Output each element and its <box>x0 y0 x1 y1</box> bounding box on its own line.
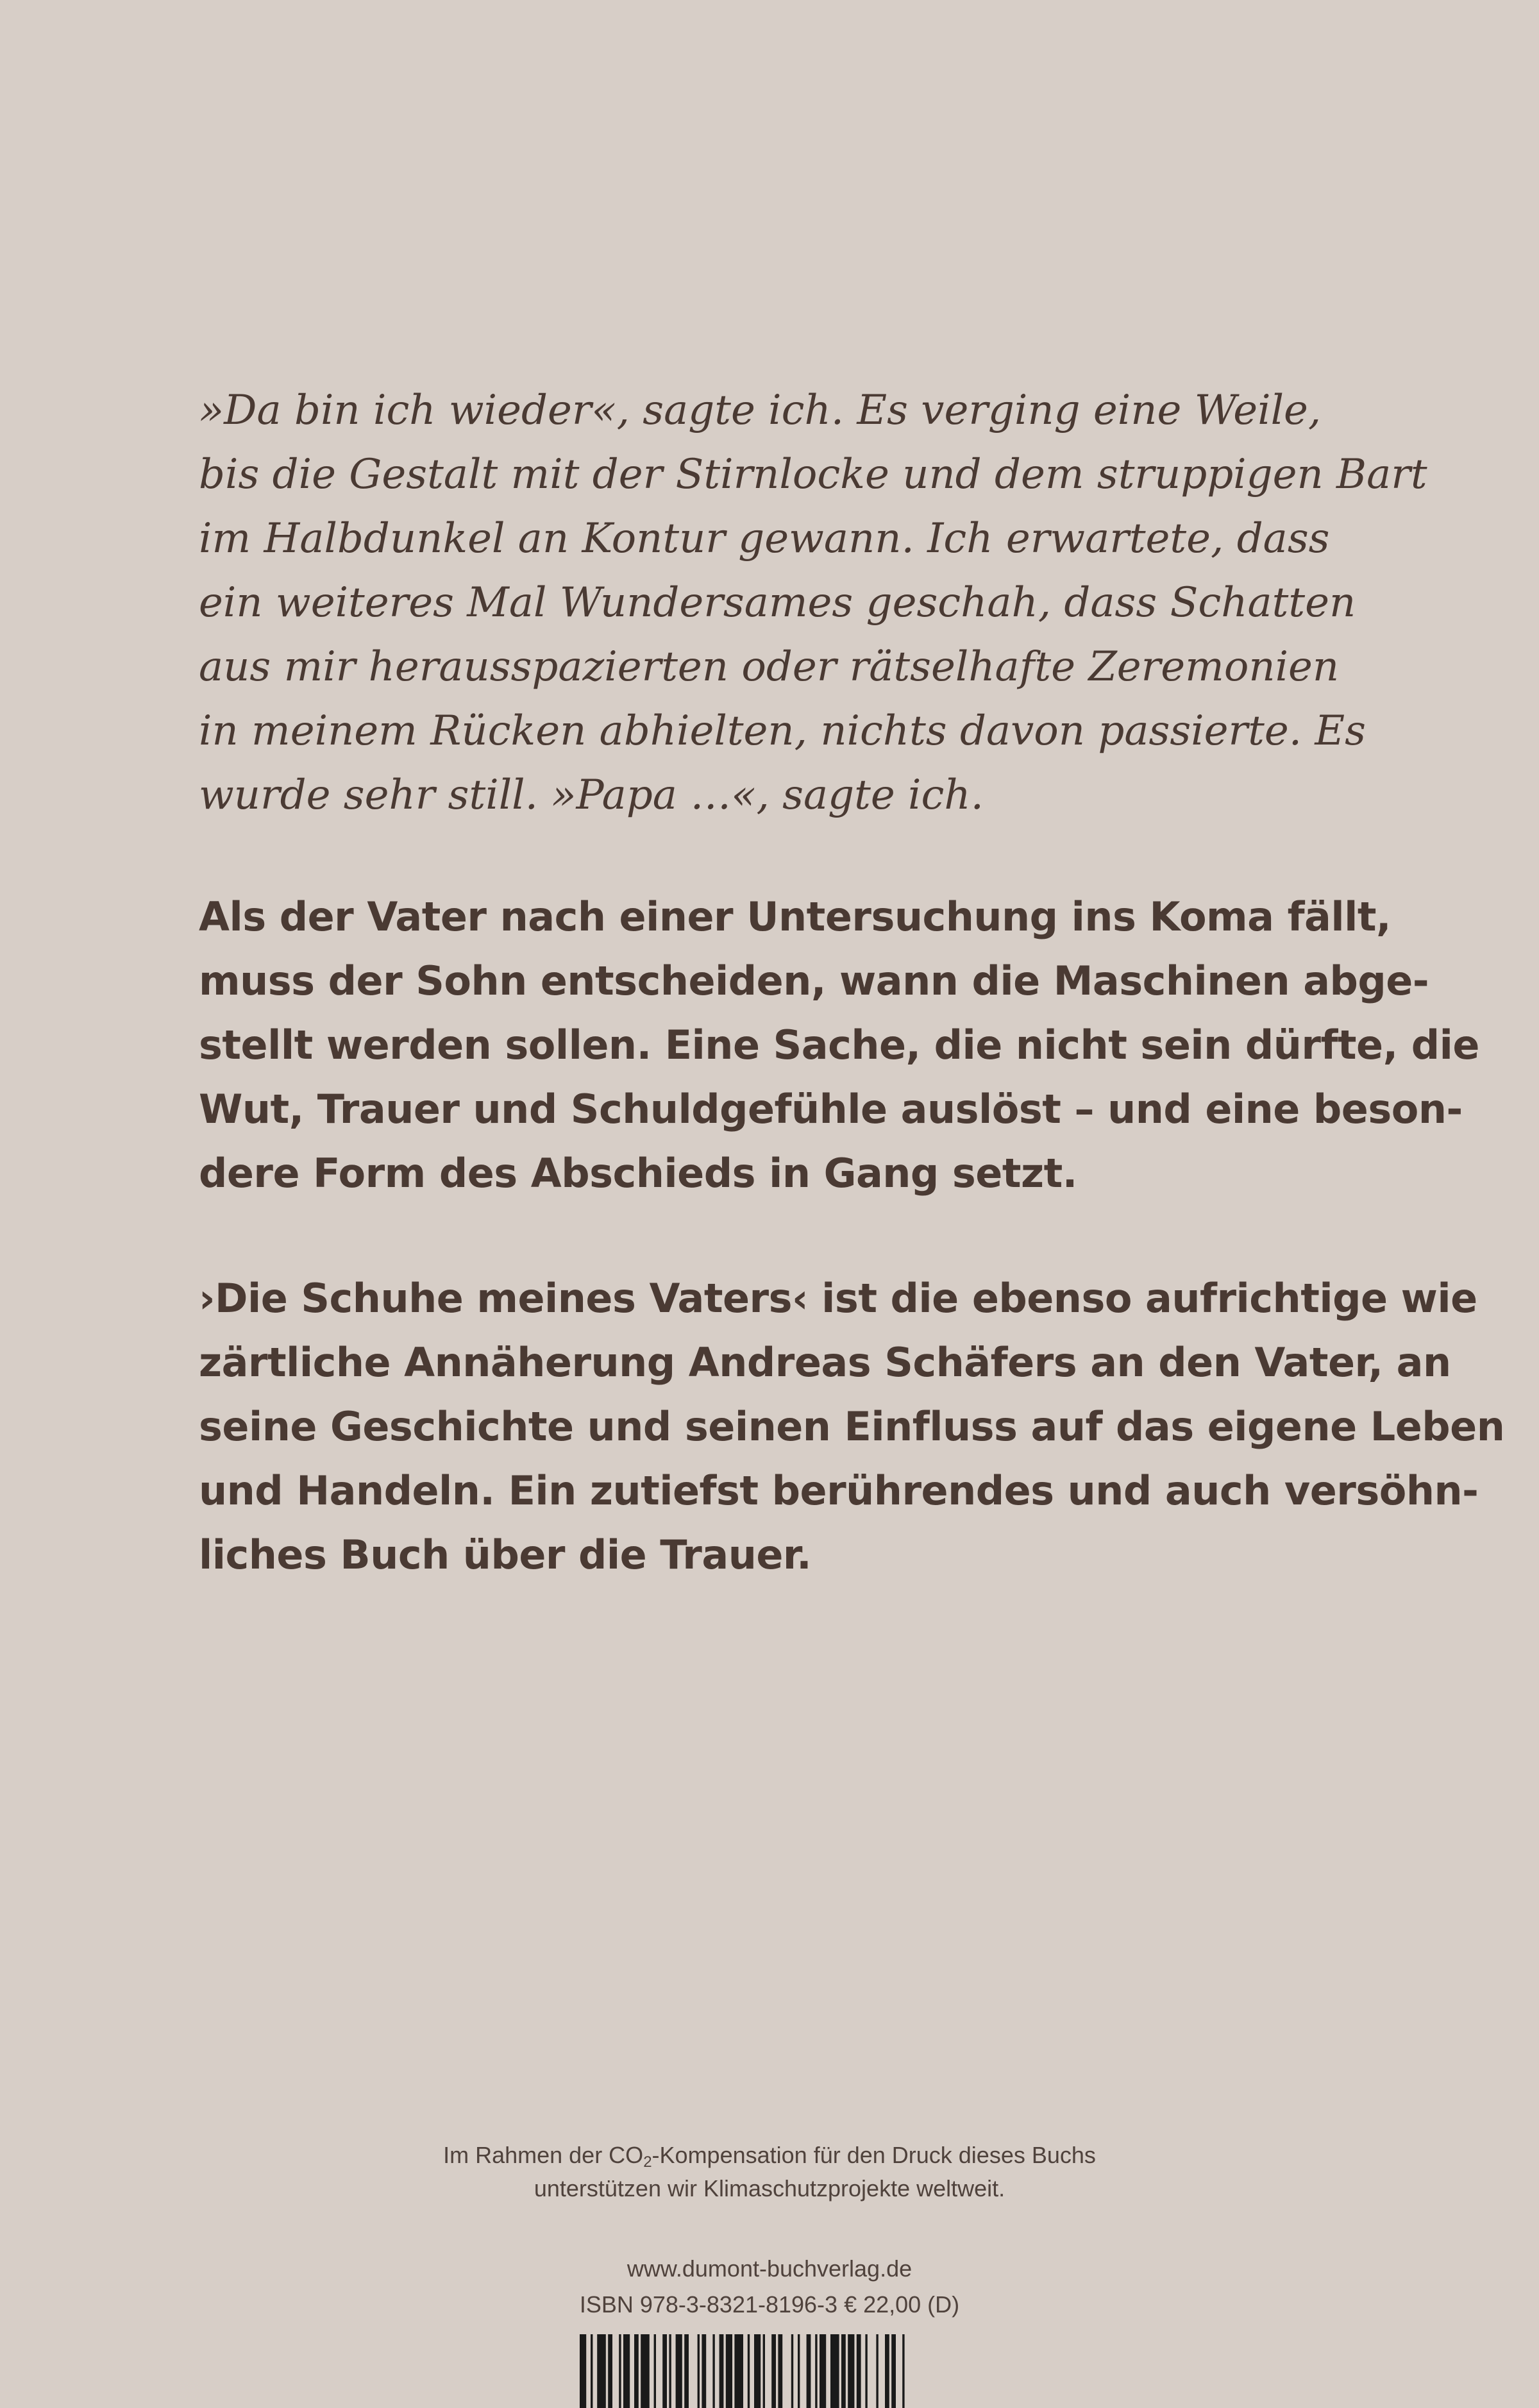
barcode-bar <box>830 2334 839 2408</box>
blurb-line: muss der Sohn entscheiden, wann die Maschinen abge- <box>199 957 1429 1004</box>
barcode-bar <box>791 2334 793 2408</box>
barcode-bar <box>891 2334 896 2408</box>
barcode-bar <box>798 2334 800 2408</box>
quote-line: bis die Gestalt mit der Stirnlocke und dem struppigen Bart <box>199 451 1427 498</box>
barcode-bar <box>654 2334 656 2408</box>
barcode-bar <box>865 2334 867 2408</box>
blurb-line: ›Die Schuhe meines Vaters‹ ist die ebenso aufrichtige wie <box>199 1275 1477 1322</box>
barcode-bar <box>848 2334 854 2408</box>
barcode-bar <box>754 2334 761 2408</box>
barcode-bar <box>591 2334 593 2408</box>
barcode-bar <box>771 2334 776 2408</box>
quote-line: im Halbdunkel an Kontur gewann. Ich erwartete, dass <box>199 515 1330 562</box>
quote-line: wurde sehr still. »Papa …«, sagte ich. <box>199 771 984 819</box>
barcode-bar <box>885 2334 889 2408</box>
barcode-bar <box>726 2334 732 2408</box>
barcode-bar <box>641 2334 650 2408</box>
blurb-line: Als der Vater nach einer Untersuchung ins Koma fällt, <box>199 893 1392 940</box>
blurb-line: stellt werden sollen. Eine Sache, die nicht sein dürfte, die <box>199 1022 1479 1068</box>
co2-note-suffix: -Kompensation für den Druck dieses Buchs <box>652 2142 1096 2168</box>
barcode-bar <box>807 2334 811 2408</box>
barcode-bar <box>597 2334 606 2408</box>
barcode-bar <box>623 2334 630 2408</box>
barcode-bar <box>698 2334 700 2408</box>
barcode-bar <box>608 2334 612 2408</box>
blurb-line: Wut, Trauer und Schuldgefühle auslöst – und eine beson- <box>199 1086 1463 1132</box>
blurb-line: dere Form des Abschieds in Gang setzt. <box>199 1150 1077 1197</box>
barcode-bar <box>820 2334 826 2408</box>
barcode-bar <box>702 2334 706 2408</box>
quote-line: »Da bin ich wieder«, sagte ich. Es verging eine Weile, <box>199 387 1322 434</box>
barcode-bar <box>634 2334 639 2408</box>
barcode-bar <box>662 2334 667 2408</box>
barcode-bar <box>619 2334 621 2408</box>
co2-note-line2: unterstützen wir Klimaschutzprojekte weltweit. <box>534 2175 1005 2202</box>
quote-line: in meinem Rücken abhielten, nichts davon passierte. Es <box>199 707 1366 755</box>
barcode-bar <box>841 2334 846 2408</box>
co2-subscript: 2 <box>643 2153 652 2171</box>
barcode-bar <box>684 2334 689 2408</box>
barcode-bar <box>876 2334 878 2408</box>
barcode-bar <box>734 2334 743 2408</box>
barcode-bar <box>857 2334 861 2408</box>
co2-note-prefix: Im Rahmen der CO <box>443 2142 644 2168</box>
barcode-bar <box>902 2334 904 2408</box>
barcode-bar <box>676 2334 682 2408</box>
barcode-bar <box>763 2334 765 2408</box>
quote-line: aus mir herausspazierten oder rätselhafte Zeremonien <box>199 643 1340 691</box>
publisher-website: www.dumont-buchverlag.de <box>627 2255 912 2282</box>
blurb-line: liches Buch über die Trauer. <box>199 1531 812 1578</box>
barcode-bar <box>669 2334 671 2408</box>
barcode <box>577 2334 949 2408</box>
quote-line: ein weiteres Mal Wundersames geschah, dass Schatten <box>199 579 1356 627</box>
barcode-bar <box>712 2334 714 2408</box>
isbn-price: ISBN 978-3-8321-8196-3 € 22,00 (D) <box>579 2291 960 2318</box>
barcode-bar <box>719 2334 724 2408</box>
blurb-line: zärtliche Annäherung Andreas Schäfers an den Vater, an <box>199 1339 1451 1386</box>
blurb-line: und Handeln. Ein zutiefst berührendes und auch versöhn- <box>199 1467 1479 1514</box>
barcode-bar <box>748 2334 750 2408</box>
barcode-bar <box>580 2334 586 2408</box>
barcode-bar <box>778 2334 782 2408</box>
barcode-bar <box>815 2334 817 2408</box>
blurb-line: seine Geschichte und seinen Einfluss auf das eigene Leben <box>199 1403 1505 1450</box>
